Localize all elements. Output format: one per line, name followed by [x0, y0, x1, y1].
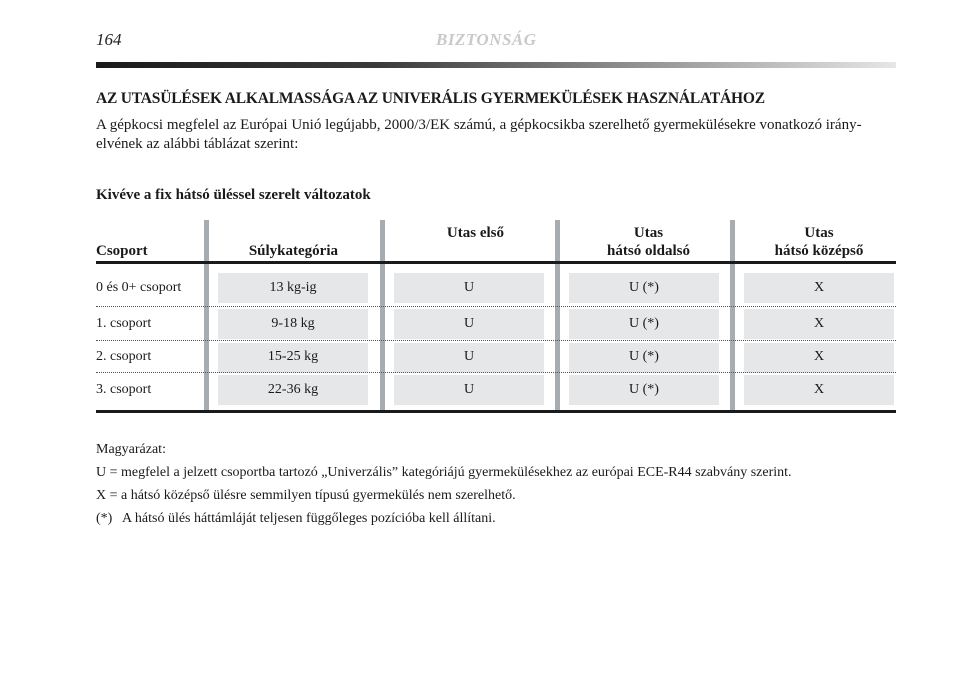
table-subtitle: Kivéve a fix hátsó üléssel szerelt változatok — [96, 187, 371, 203]
legend-u: U = megfelel a jelzett csoportba tartozó „Univerzális” kategóriájú gyermekülésekhez az európai ECE-R44 szabvány szerint. — [96, 465, 792, 480]
table-row-weight: 22-36 kg — [267, 382, 319, 397]
header-rear-side — [567, 224, 730, 260]
row-divider — [96, 340, 896, 341]
table-row-rear-center: X — [813, 316, 825, 331]
table-row-weight: 9-18 kg — [271, 316, 315, 331]
table-row-group: 1. csoport — [96, 316, 152, 331]
legend-x: X = a hátsó középső ülésre semmilyen típusú gyermekülés nem szerelhető. — [96, 488, 516, 503]
header-weight: Súlykategória — [248, 243, 338, 259]
row-divider — [96, 372, 896, 373]
column-separator — [380, 220, 385, 412]
column-separator — [730, 220, 735, 412]
table-bottom-rule — [96, 410, 896, 413]
legend-star: (*) A hátsó ülés háttámláját teljesen függőleges pozícióba kell állítani. — [96, 511, 496, 526]
table-row-weight: 15-25 kg — [267, 349, 319, 364]
table-row-front: U — [463, 349, 475, 364]
table-row-front: U — [463, 382, 475, 397]
running-header: BIZTONSÁG — [436, 30, 537, 49]
header-rule — [96, 62, 896, 68]
table-row-front: U — [463, 316, 475, 331]
legend-heading: Magyarázat: — [96, 442, 166, 457]
header-rear-side-line1: Utas — [633, 225, 664, 241]
child-seat-table — [96, 220, 896, 414]
table-row-rear-center: X — [813, 382, 825, 397]
table-row-weight: 13 kg-ig — [269, 280, 317, 295]
intro-line-2: elvének az alábbi táblázat szerint: — [96, 136, 299, 152]
legend — [96, 438, 896, 530]
section-title: AZ UTASÜLÉSEK ALKALMASSÁGA AZ UNIVERÁLIS GYERMEKÜLÉSEK HASZNÁLATÁHOZ — [96, 90, 765, 107]
header-rear-center-line2: hátsó középső — [774, 243, 864, 259]
intro-paragraph — [96, 116, 896, 154]
table-row-group: 2. csoport — [96, 349, 152, 364]
column-separator — [204, 220, 209, 412]
table-row-group: 0 és 0+ csoport — [96, 280, 182, 295]
column-separator — [555, 220, 560, 412]
table-row-rear-side: U (*) — [629, 382, 659, 397]
header-group: Csoport — [96, 243, 148, 259]
header-rear-center-line1: Utas — [804, 225, 834, 241]
row-divider — [96, 306, 896, 307]
page-number: 164 — [96, 30, 122, 49]
table-row-rear-side: U (*) — [629, 280, 659, 295]
table-row-group: 3. csoport — [96, 382, 152, 397]
header-rear-center — [742, 224, 896, 260]
header-rear-side-line2: hátsó oldalsó — [607, 243, 690, 259]
intro-line-1: A gépkocsi megfelel az Európai Unió legújabb, 2000/3/EK számú, a gépkocsikba szerelhető gyermekülésekre vonatkozó irány- — [96, 117, 862, 133]
table-row-front: U — [463, 280, 475, 295]
header-rule-line — [96, 261, 896, 264]
table-row-rear-center: X — [813, 280, 825, 295]
table-row-rear-side: U (*) — [629, 316, 659, 331]
table-row-rear-center: X — [813, 349, 825, 364]
header-front: Utas első — [446, 225, 504, 241]
table-row-rear-side: U (*) — [629, 349, 659, 364]
